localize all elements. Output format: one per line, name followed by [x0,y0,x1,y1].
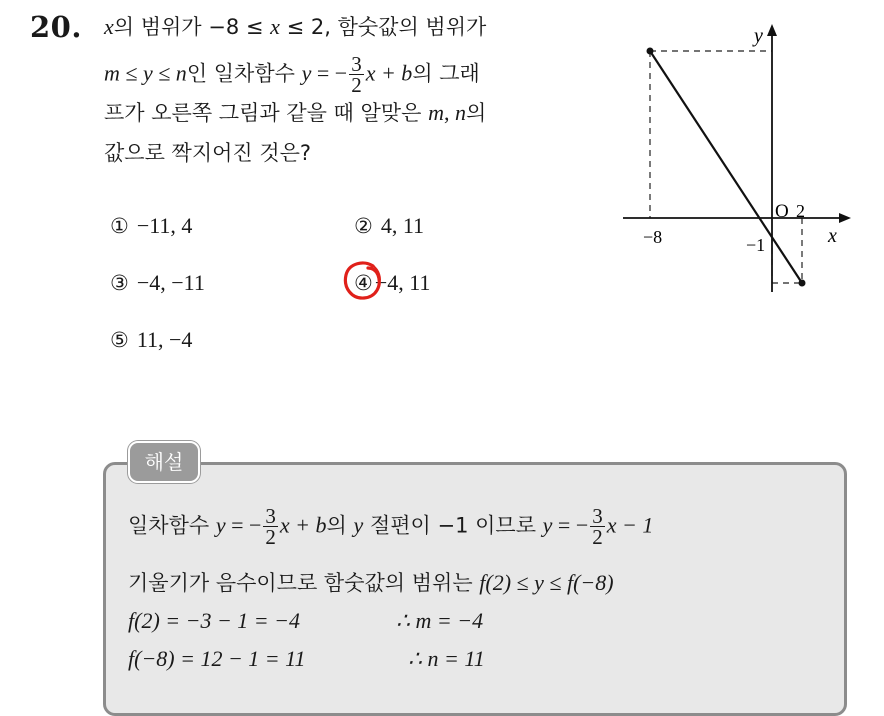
choice-text: −11, 4 [136,213,193,238]
fraction-numerator: 3 [351,52,362,76]
fraction [349,54,364,95]
var-y: y [353,512,364,538]
question-line-2 [104,54,480,95]
choice-marker: ③ [110,271,129,295]
equals-sign: = − [311,60,348,86]
solution-text: 절편이 −1 이므로 [363,513,543,538]
function-graph [615,20,860,305]
expression: x − 1 [606,512,654,538]
choice-text: 4, 11 [380,213,425,238]
solution-text: 의 [326,513,354,538]
expression: x + b [365,60,413,86]
fraction-numerator: 3 [592,504,603,528]
fraction-denominator: 2 [592,525,603,549]
question-text: 의 범위가 −8 ≤ [113,15,271,39]
function-line [650,51,802,283]
question-line-1 [104,12,486,43]
x-axis-label: x [828,225,837,247]
fraction-denominator: 2 [351,73,362,97]
var-x: x [270,14,280,39]
origin-label: O [775,201,789,222]
conclusion: ∴ m = −4 [396,608,484,633]
var-y: y [542,512,553,538]
solution-line-4 [128,644,485,675]
choice-marker: ④ [354,271,373,295]
solution-line-1 [128,506,653,547]
choice-3[interactable] [110,270,205,296]
solution-text: 일차함수 [128,513,216,538]
question-text: 인 일차함수 [186,61,302,86]
conclusion: ∴ n = 11 [408,646,485,671]
endpoint-left [647,48,654,55]
expression: f(2) ≤ y ≤ f(−8) [479,570,614,595]
question-text: 의 [465,101,487,125]
comma: , [443,100,455,125]
choice-marker: ② [354,214,373,238]
question-line-3 [104,98,486,129]
question-line-4 [104,138,311,169]
equals-sign: = − [225,512,262,538]
y-intercept-label: −1 [746,235,766,255]
question-text: 프가 오른쪽 그림과 같을 때 알맞은 [104,101,429,125]
var-y: y [301,60,312,86]
solution-tab: 해설 [128,441,200,483]
solution-line-2 [128,568,614,599]
var-n: n [454,100,466,125]
fraction-denominator: 2 [265,525,276,549]
var-y: y [215,512,226,538]
fraction-numerator: 3 [265,504,276,528]
choice-5[interactable] [110,327,192,353]
question-text: 의 그래 [412,61,480,86]
fraction [590,506,605,547]
choice-marker: ⑤ [110,328,129,352]
x-axis-arrow-icon [839,213,851,223]
y-axis-label: y [754,25,763,47]
expression: f(−8) = 12 − 1 = 11 [128,646,306,671]
answer-circle-mark [340,258,386,304]
range-expression: m ≤ y ≤ n [104,60,187,86]
var-x: x [104,14,114,39]
question-text: ≤ 2, 함숫값의 범위가 [279,15,487,39]
equals-sign: = − [552,512,589,538]
choice-1[interactable] [110,213,192,239]
y-axis-arrow-icon [767,24,777,36]
x-tick-label: 2 [796,201,805,221]
choice-marker: ① [110,214,129,238]
choice-text: −4, 11 [374,270,431,295]
expression: x + b [279,512,327,538]
choice-text: −4, −11 [136,270,205,295]
solution-text: 기울기가 음수이므로 함숫값의 범위는 [128,571,480,595]
choice-text: 11, −4 [136,327,193,352]
choice-2[interactable] [354,213,424,239]
question-text: 값으로 짝지어진 것은? [104,141,312,165]
x-tick-label: −8 [643,227,663,247]
expression: f(2) = −3 − 1 = −4 [128,608,300,633]
question-number: 20. [30,10,82,44]
fraction [263,506,278,547]
var-m: m [428,100,444,125]
endpoint-right [799,280,806,287]
solution-line-3 [128,606,483,637]
